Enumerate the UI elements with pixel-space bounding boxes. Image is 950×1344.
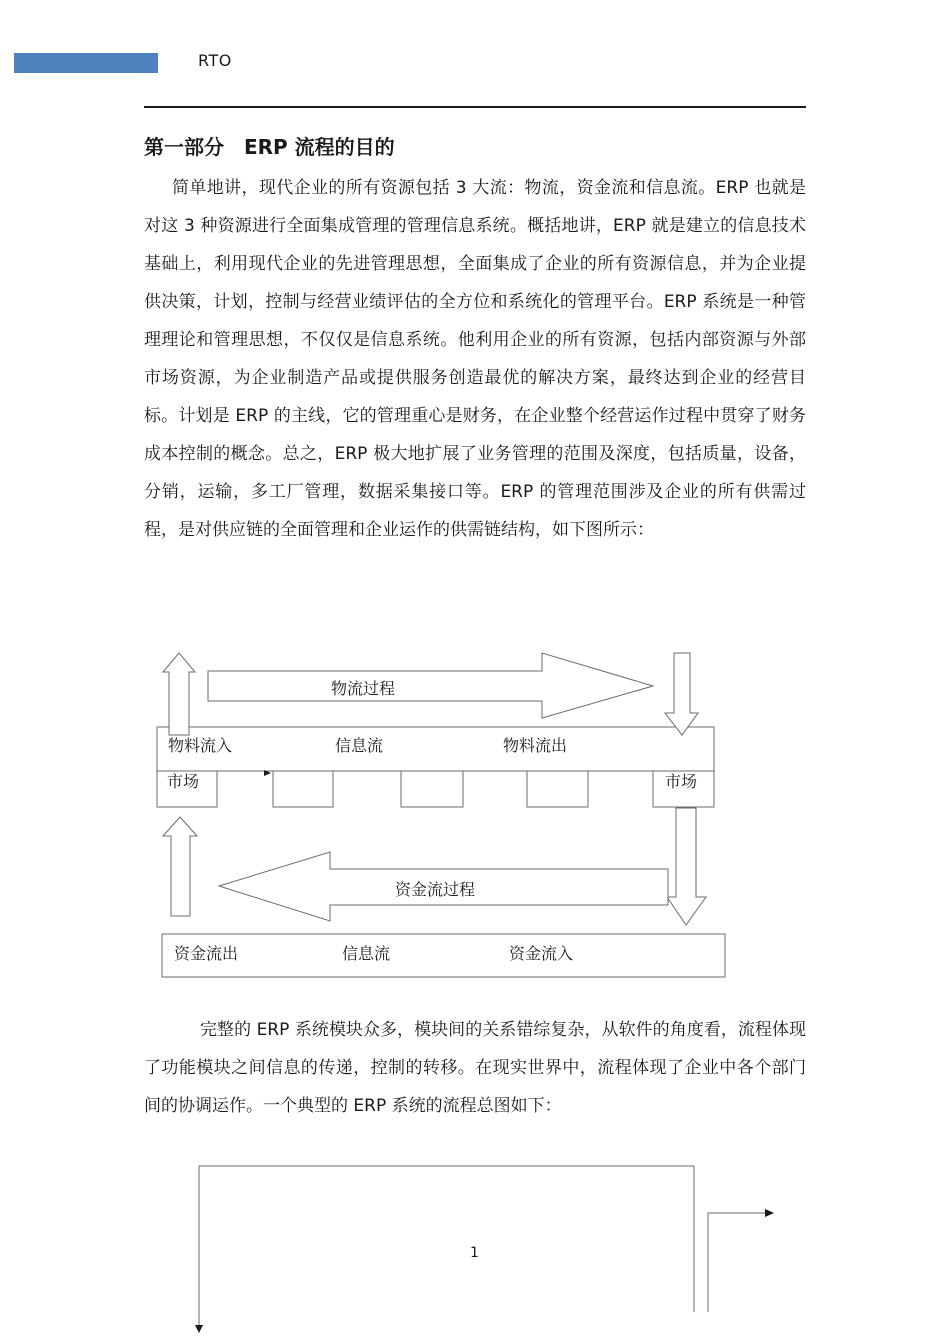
node-box-3 bbox=[527, 771, 588, 807]
info-flow-label-top: 信息流 bbox=[335, 736, 384, 755]
material-outflow-label: 物料流出 bbox=[503, 736, 568, 755]
up-arrow-top-left bbox=[163, 653, 195, 735]
material-flow-bar bbox=[157, 727, 714, 771]
page-number: 1 bbox=[470, 1245, 479, 1261]
down-arrow-top-right bbox=[665, 653, 698, 735]
connector-arrowhead bbox=[765, 1209, 774, 1217]
flowchart-outline bbox=[199, 1166, 694, 1330]
down-arrow-bottom-right bbox=[667, 808, 706, 925]
logistics-process-arrow bbox=[208, 653, 653, 718]
logistics-process-label: 物流过程 bbox=[331, 679, 396, 698]
down-arrowhead bbox=[195, 1325, 203, 1333]
up-arrow-bottom-left bbox=[163, 817, 197, 916]
funds-inflow-label: 资金流入 bbox=[509, 944, 574, 963]
intro-paragraph: 简单地讲，现代企业的所有资源包括 3 大流：物流，资金流和信息流。ERP 也就是对这 3 种资源进行全面集成管理的管理信息系统。概括地讲，ERP 就是建立的信息技术基础上，利用现代企业的先进管理思想，全面集成了企业的所有资源信息，并为企业提供决策，计划，控制与经营业绩评估的全方位和系统化的管理平台。ERP 系统是一种管理理论和管理思想，不仅仅是信息系统。他利用企业的所有资源，包括内部资源与外部市场资源，为企业制造产品或提供服务创造最优的解决方案，最终达到企业的经营目标。计划是 ERP 的主线，它的管理重心是财务，在企业整个经营运作过程中贯穿了财务成本控制的概念。总之，ERP 极大地扩展了业务管理的范围及深度，包括质量，设备，分销，运输，多工厂管理，数据采集接口等。ERP 的管理范围涉及企业的所有供需过程，是对供应链的全面管理和企业运作的供需链结构，如下图所示： bbox=[144, 178, 806, 540]
info-flow-label-bottom: 信息流 bbox=[342, 944, 391, 963]
market-label-right: 市场 bbox=[665, 772, 698, 791]
funds-process-label: 资金流过程 bbox=[395, 880, 476, 899]
node-box-2 bbox=[401, 771, 463, 807]
funds-flow-bar bbox=[162, 934, 725, 977]
section-title: 第一部分 ERP 流程的目的 bbox=[144, 135, 395, 159]
erp-flow-paragraph: 完整的 ERP 系统模块众多，模块间的关系错综复杂，从软件的角度看，流程体现了功能模块之间信息的传递，控制的转移。在现实世界中，流程体现了企业中各个部门间的协调运作。一个典型的 ERP 系统的流程总图如下： bbox=[144, 1020, 806, 1116]
material-inflow-label: 物料流入 bbox=[168, 736, 233, 755]
funds-outflow-label: 资金流出 bbox=[174, 944, 239, 963]
market-label-left: 市场 bbox=[167, 772, 200, 791]
flowchart-connector bbox=[708, 1213, 767, 1312]
node-box-1 bbox=[273, 771, 333, 807]
header-title: RTO bbox=[198, 51, 232, 70]
